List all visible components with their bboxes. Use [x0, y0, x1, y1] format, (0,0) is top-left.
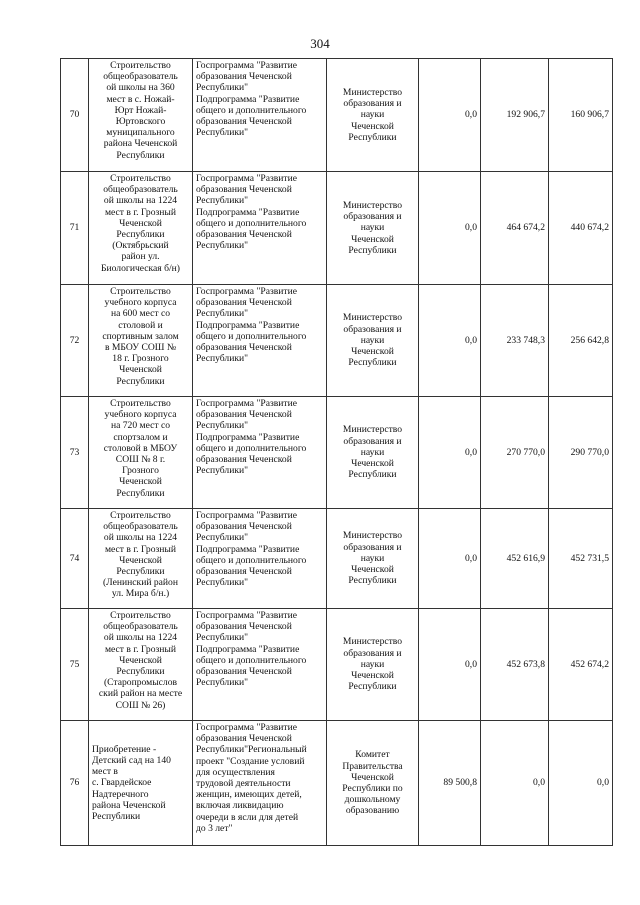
- program-name: Госпрограмма "Развитие образования Чеченской Республики" Подпрограмма "Развитие общего и дополнительного образования Чеченской Республики": [193, 509, 327, 609]
- value-2: 0,0: [481, 721, 549, 846]
- value-3: 440 674,2: [549, 172, 613, 285]
- value-3: 256 642,8: [549, 285, 613, 397]
- value-2: 192 906,7: [481, 59, 549, 172]
- executor-name: Министерство образования и науки Чеченской Республики: [327, 172, 419, 285]
- object-name: Строительство учебного корпуса на 720 мест со спортзалом и столовой в МБОУ СОШ № 8 г. Грозного Чеченской Республики: [89, 397, 193, 509]
- value-2: 233 748,3: [481, 285, 549, 397]
- value-3: 290 770,0: [549, 397, 613, 509]
- row-number: 73: [61, 397, 89, 509]
- object-name: Строительство общеобразователь ой школы на 1224 мест в г. Грозный Чеченской Республики (Старопромыслов ский район на месте СОШ № 26): [89, 609, 193, 721]
- value-3: 160 906,7: [549, 59, 613, 172]
- value-3: 452 731,5: [549, 509, 613, 609]
- value-1: 0,0: [419, 609, 481, 721]
- row-number: 70: [61, 59, 89, 172]
- row-number: 75: [61, 609, 89, 721]
- executor-name: Министерство образования и науки Чеченской Республики: [327, 59, 419, 172]
- object-name: Строительство общеобразователь ой школы на 1224 мест в г. Грозный Чеченской Республики (Ленинский район ул. Мира б/н.): [89, 509, 193, 609]
- row-number: 71: [61, 172, 89, 285]
- value-2: 464 674,2: [481, 172, 549, 285]
- row-number: 72: [61, 285, 89, 397]
- value-1: 0,0: [419, 59, 481, 172]
- data-table: [60, 58, 613, 846]
- program-name: Госпрограмма "Развитие образования Чеченской Республики" Подпрограмма "Развитие общего и дополнительного образования Чеченской Республики": [193, 59, 327, 172]
- value-1: 0,0: [419, 397, 481, 509]
- executor-name: Комитет Правительства Чеченской Республики по дошкольному образованию: [327, 721, 419, 846]
- value-1: 0,0: [419, 285, 481, 397]
- value-2: 452 673,8: [481, 609, 549, 721]
- table-row: [61, 721, 613, 846]
- value-1: 0,0: [419, 172, 481, 285]
- value-1: 89 500,8: [419, 721, 481, 846]
- table-row: [61, 172, 613, 285]
- program-name: Госпрограмма "Развитие образования Чеченской Республики" Подпрограмма "Развитие общего и дополнительного образования Чеченской Республики": [193, 397, 327, 509]
- executor-name: Министерство образования и науки Чеченской Республики: [327, 609, 419, 721]
- value-3: 0,0: [549, 721, 613, 846]
- object-name: Строительство учебного корпуса на 600 мест со столовой и спортивным залом в МБОУ СОШ № 18 г. Грозного Чеченской Республики: [89, 285, 193, 397]
- object-name: Приобретение - Детский сад на 140 мест в с. Гвардейское Надтеречного района Чеченской Республики: [89, 721, 193, 846]
- value-2: 452 616,9: [481, 509, 549, 609]
- executor-name: Министерство образования и науки Чеченской Республики: [327, 397, 419, 509]
- program-name: Госпрограмма "Развитие образования Чеченской Республики"Региональный проект "Создание условий для осуществления трудовой деятельности женщин, имеющих детей, включая ликвидацию очереди в ясли для детей до 3 лет": [193, 721, 327, 846]
- value-2: 270 770,0: [481, 397, 549, 509]
- row-number: 74: [61, 509, 89, 609]
- row-number: 76: [61, 721, 89, 846]
- object-name: Строительство общеобразователь ой школы на 360 мест в с. Ножай- Юрт Ножай- Юртовского муниципального района Чеченской Республики: [89, 59, 193, 172]
- table-row: [61, 609, 613, 721]
- table-row: [61, 285, 613, 397]
- program-name: Госпрограмма "Развитие образования Чеченской Республики" Подпрограмма "Развитие общего и дополнительного образования Чеченской Республики": [193, 285, 327, 397]
- program-name: Госпрограмма "Развитие образования Чеченской Республики" Подпрограмма "Развитие общего и дополнительного образования Чеченской Республики": [193, 609, 327, 721]
- page-number: 304: [310, 36, 330, 51]
- table-row: [61, 397, 613, 509]
- object-name: Строительство общеобразователь ой школы на 1224 мест в г. Грозный Чеченской Республики (Октябрьский район ул. Биологическая б/н): [89, 172, 193, 285]
- executor-name: Министерство образования и науки Чеченской Республики: [327, 509, 419, 609]
- table-row: [61, 509, 613, 609]
- value-1: 0,0: [419, 509, 481, 609]
- table-row: [61, 59, 613, 172]
- program-name: Госпрограмма "Развитие образования Чеченской Республики" Подпрограмма "Развитие общего и дополнительного образования Чеченской Республики": [193, 172, 327, 285]
- executor-name: Министерство образования и науки Чеченской Республики: [327, 285, 419, 397]
- value-3: 452 674,2: [549, 609, 613, 721]
